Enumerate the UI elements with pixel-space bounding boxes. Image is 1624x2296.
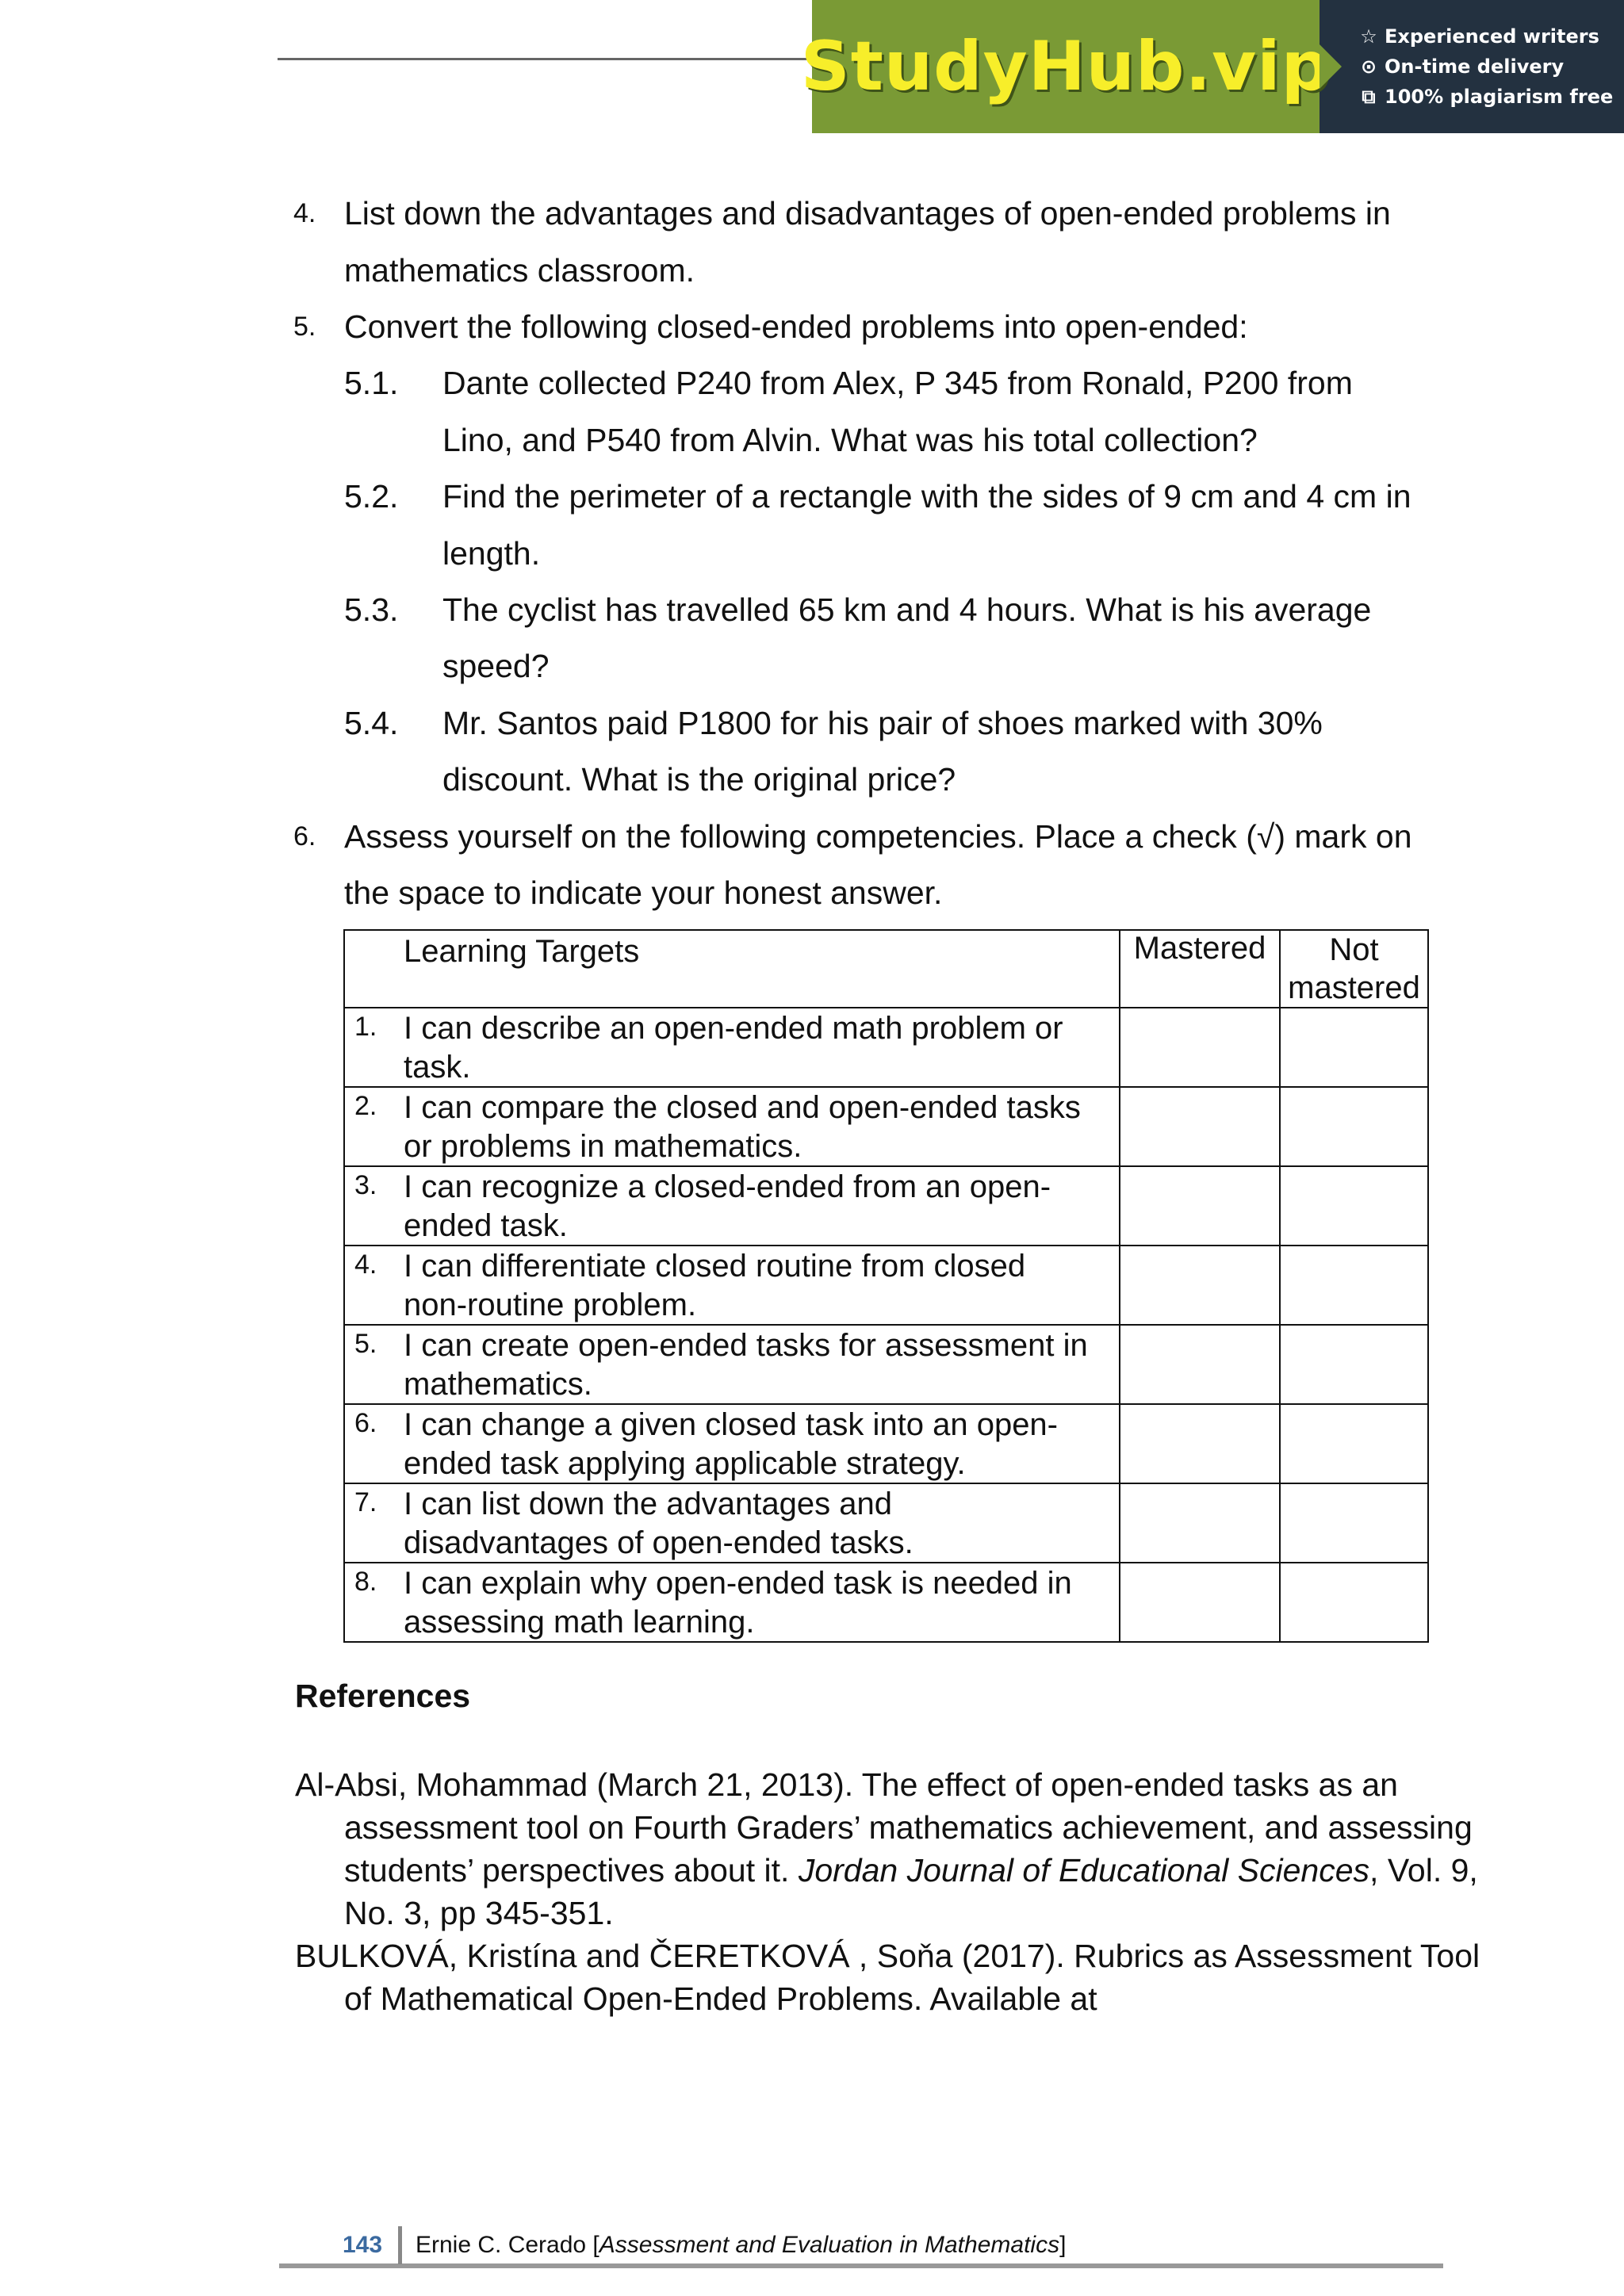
table-row [344,1008,1428,1087]
item-number: 5. [293,312,316,342]
page-number: 143 [343,2232,383,2258]
subitem-number: 5.3. [344,591,399,628]
table-row [344,1246,1428,1325]
subitem-5-1-line1: Dante collected P240 from Alex, P 345 from Ronald, P200 from [442,365,1353,401]
mastered-checkbox-cell[interactable] [1120,1008,1280,1087]
header-learning-targets: Learning Targets [344,930,1120,1008]
footer-separator [398,2226,402,2264]
target-cell: 7. I can list down the advantages and disadvantages of open-ended tasks. [344,1483,1120,1563]
learning-targets-table [343,929,1429,1643]
references-heading: References [295,1678,471,1714]
table-header-row [344,930,1428,1008]
item-4-line2: mathematics classroom. [344,252,695,289]
item-6-line2: the space to indicate your honest answer. [344,874,943,911]
table-row [344,1563,1428,1642]
subitem-5-2-line2: length. [442,535,541,572]
reference-bulkova: BULKOVÁ, Kristína and ČERETKOVÁ , Soňa (2017). Rubrics as Assessment Tool of Mathematical Open-Ended Problems. Available at [295,1938,1480,2017]
mastered-checkbox-cell[interactable] [1120,1325,1280,1404]
feature-plagiarism-free [1359,86,1624,108]
header-not-mastered: Not mastered [1280,930,1428,1008]
subitem-5-2-line1: Find the perimeter of a rectangle with the sides of 9 cm and 4 cm in [442,478,1411,515]
header-mastered: Mastered [1120,930,1280,1008]
mastered-checkbox-cell[interactable] [1120,1404,1280,1483]
journal-title: Jordan Journal of Educational Sciences [798,1852,1370,1888]
not-mastered-checkbox-cell[interactable] [1280,1483,1428,1563]
footer-rule [279,2263,1443,2268]
table-row [344,1166,1428,1246]
mastered-checkbox-cell[interactable] [1120,1166,1280,1246]
header-rule [278,58,817,60]
item-5-line1: Convert the following closed-ended problems into open-ended: [344,308,1248,345]
target-cell: 2. I can compare the closed and open-ended tasks or problems in mathematics. [344,1087,1120,1166]
target-cell: 4. I can differentiate closed routine from closed non-routine problem. [344,1246,1120,1325]
feature-label: On-time delivery [1385,55,1565,78]
not-mastered-checkbox-cell[interactable] [1280,1087,1428,1166]
subitem-5-4-line2: discount. What is the original price? [442,761,956,798]
subitem-number: 5.4. [344,705,399,741]
subitem-number: 5.1. [344,365,399,401]
reference-al-absi: Al-Absi, Mohammad (March 21, 2013). The effect of open-ended tasks as an assessment tool on Fourth Graders’ mathematics achievement, and assessing students’ perspectives about it. Jordan Journal of Educational Sciences, Vol. 9, No. 3, pp 345-351. [295,1766,1478,1931]
subitem-5-1-line2: Lino, and P540 from Alvin. What was his total collection? [442,422,1258,458]
not-mastered-checkbox-cell[interactable] [1280,1404,1428,1483]
feature-label: Experienced writers [1385,25,1599,48]
banner-arrow-shape [1320,44,1342,89]
not-mastered-checkbox-cell[interactable] [1280,1325,1428,1404]
studyhub-banner[interactable] [800,0,1624,133]
feature-experienced-writers [1359,25,1624,48]
studyhub-logo[interactable] [800,0,1331,133]
target-cell: 8. I can explain why open-ended task is needed in assessing math learning. [344,1563,1120,1642]
footer-running-title: Ernie C. Cerado [Assessment and Evaluation in Mathematics] [416,2232,1067,2258]
mastered-checkbox-cell[interactable] [1120,1483,1280,1563]
item-number: 4. [293,198,316,228]
clock-icon: ⊙ [1360,55,1377,78]
item-number: 6. [293,821,316,851]
feature-on-time-delivery [1359,55,1624,78]
star-outline-icon: ☆ [1360,25,1377,48]
target-cell: 3. I can recognize a closed-ended from an open- ended task. [344,1166,1120,1246]
copy-check-icon: ⧉ [1362,86,1376,108]
mastered-checkbox-cell[interactable] [1120,1563,1280,1642]
logo-text: StudyHub.vip [800,27,1331,106]
subitem-5-3-line1: The cyclist has travelled 65 km and 4 hours. What is his average [442,591,1372,628]
mastered-checkbox-cell[interactable] [1120,1246,1280,1325]
not-mastered-checkbox-cell[interactable] [1280,1008,1428,1087]
target-cell: 1. I can describe an open-ended math problem or task. [344,1008,1120,1087]
not-mastered-checkbox-cell[interactable] [1280,1246,1428,1325]
not-mastered-checkbox-cell[interactable] [1280,1563,1428,1642]
table-row [344,1404,1428,1483]
banner-features [1320,0,1624,133]
mastered-checkbox-cell[interactable] [1120,1087,1280,1166]
feature-label: 100% plagiarism free [1385,86,1614,108]
target-cell: 5. I can create open-ended tasks for assessment in mathematics. [344,1325,1120,1404]
table-row [344,1325,1428,1404]
item-4-line1: List down the advantages and disadvantages of open-ended problems in [344,195,1391,232]
subitem-5-4-line1: Mr. Santos paid P1800 for his pair of shoes marked with 30% [442,705,1323,741]
table-row [344,1087,1428,1166]
not-mastered-checkbox-cell[interactable] [1280,1166,1428,1246]
item-6-line1: Assess yourself on the following competencies. Place a check (√) mark on [344,818,1412,855]
table-row [344,1483,1428,1563]
subitem-5-3-line2: speed? [442,648,550,684]
subitem-number: 5.2. [344,478,399,515]
target-cell: 6. I can change a given closed task into an open- ended task applying applicable strategy. [344,1404,1120,1483]
